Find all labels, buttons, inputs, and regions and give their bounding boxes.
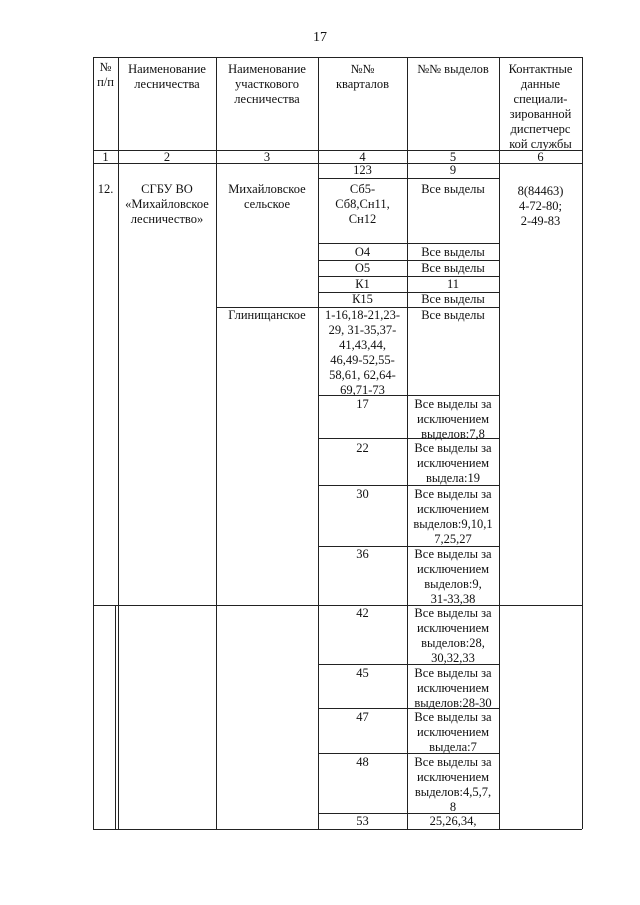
entry-number: 12. <box>97 182 114 196</box>
header-contacts: Контактные данные специали- зированной диспетчерс кой службы <box>508 62 573 151</box>
quarters-cell: О4 <box>354 245 371 259</box>
sections-cell: 9 <box>449 163 457 177</box>
quarters-cell: 45 <box>356 666 369 680</box>
quarters-cell: 22 <box>356 441 369 455</box>
quarters-cell: 42 <box>356 606 369 620</box>
header-forestry: Наименование лесничества <box>128 62 206 91</box>
district-name: Глинищанское <box>228 308 306 322</box>
entry-contacts: 8(84463) 4-72-80; 2-49-83 <box>517 184 564 228</box>
quarters-cell: 30 <box>356 487 369 501</box>
sections-cell: Все выделы за исключением выделов:7,8 <box>414 397 492 441</box>
col-number: 1 <box>102 150 109 164</box>
sections-cell: Все выделы за исключением выделов:28-30 <box>414 666 492 710</box>
page-number: 17 <box>313 30 327 45</box>
header-district: Наименование участкового лесничества <box>228 62 306 106</box>
sections-cell: Все выделы <box>421 308 485 322</box>
sections-cell: Все выделы за исключением выделов:4,5,7, 8 <box>414 755 492 814</box>
sections-cell: Все выделы за исключением выдела:19 <box>414 441 492 485</box>
sections-cell: Все выделы за исключением выдела:7 <box>414 710 492 754</box>
sections-cell: Все выделы <box>421 292 485 306</box>
quarters-cell: К1 <box>355 277 370 291</box>
header-num: № п/п <box>97 60 114 89</box>
col-number: 4 <box>359 150 366 164</box>
header-sections: №№ выделов <box>417 62 489 76</box>
quarters-cell: 1-16,18-21,23- 29, 31-35,37- 41,43,44, 46,49-52,55- 58,61, 62,64- 69,71-73 <box>325 308 400 397</box>
entry-forestry: СГБУ ВО «Михайловское лесничество» <box>125 182 209 226</box>
sections-cell: Все выделы <box>421 245 485 259</box>
sections-cell: Все выделы за исключением выделов:28, 30,32,33 <box>414 606 492 665</box>
sections-cell: 11 <box>446 277 460 291</box>
district-name: Михайловское сельское <box>228 182 306 211</box>
sections-cell: Все выделы <box>421 261 485 275</box>
sections-cell: Все выделы за исключением выделов:9, 31-33,38 <box>414 547 492 606</box>
quarters-cell: К15 <box>352 292 373 306</box>
quarters-cell: 48 <box>356 755 369 769</box>
col-number: 2 <box>163 150 171 164</box>
quarters-cell: 47 <box>356 710 369 724</box>
quarters-cell: 123 <box>353 163 372 177</box>
sections-cell: Все выделы <box>421 182 485 196</box>
header-quarters: №№ кварталов <box>335 62 390 91</box>
quarters-cell: 36 <box>356 547 369 561</box>
quarters-cell: О5 <box>354 261 371 275</box>
quarters-cell: 17 <box>356 397 369 411</box>
quarters-cell: Сб5- Сб8,Сн11, Сн12 <box>335 182 390 226</box>
sections-cell: Все выделы за исключением выделов:9,10,1 7,25,27 <box>413 487 493 546</box>
sections-cell: 25,26,34, <box>429 814 477 828</box>
quarters-cell: 53 <box>356 814 369 828</box>
col-number: 5 <box>449 150 457 164</box>
col-number: 3 <box>263 150 271 164</box>
col-number: 6 <box>537 150 544 164</box>
